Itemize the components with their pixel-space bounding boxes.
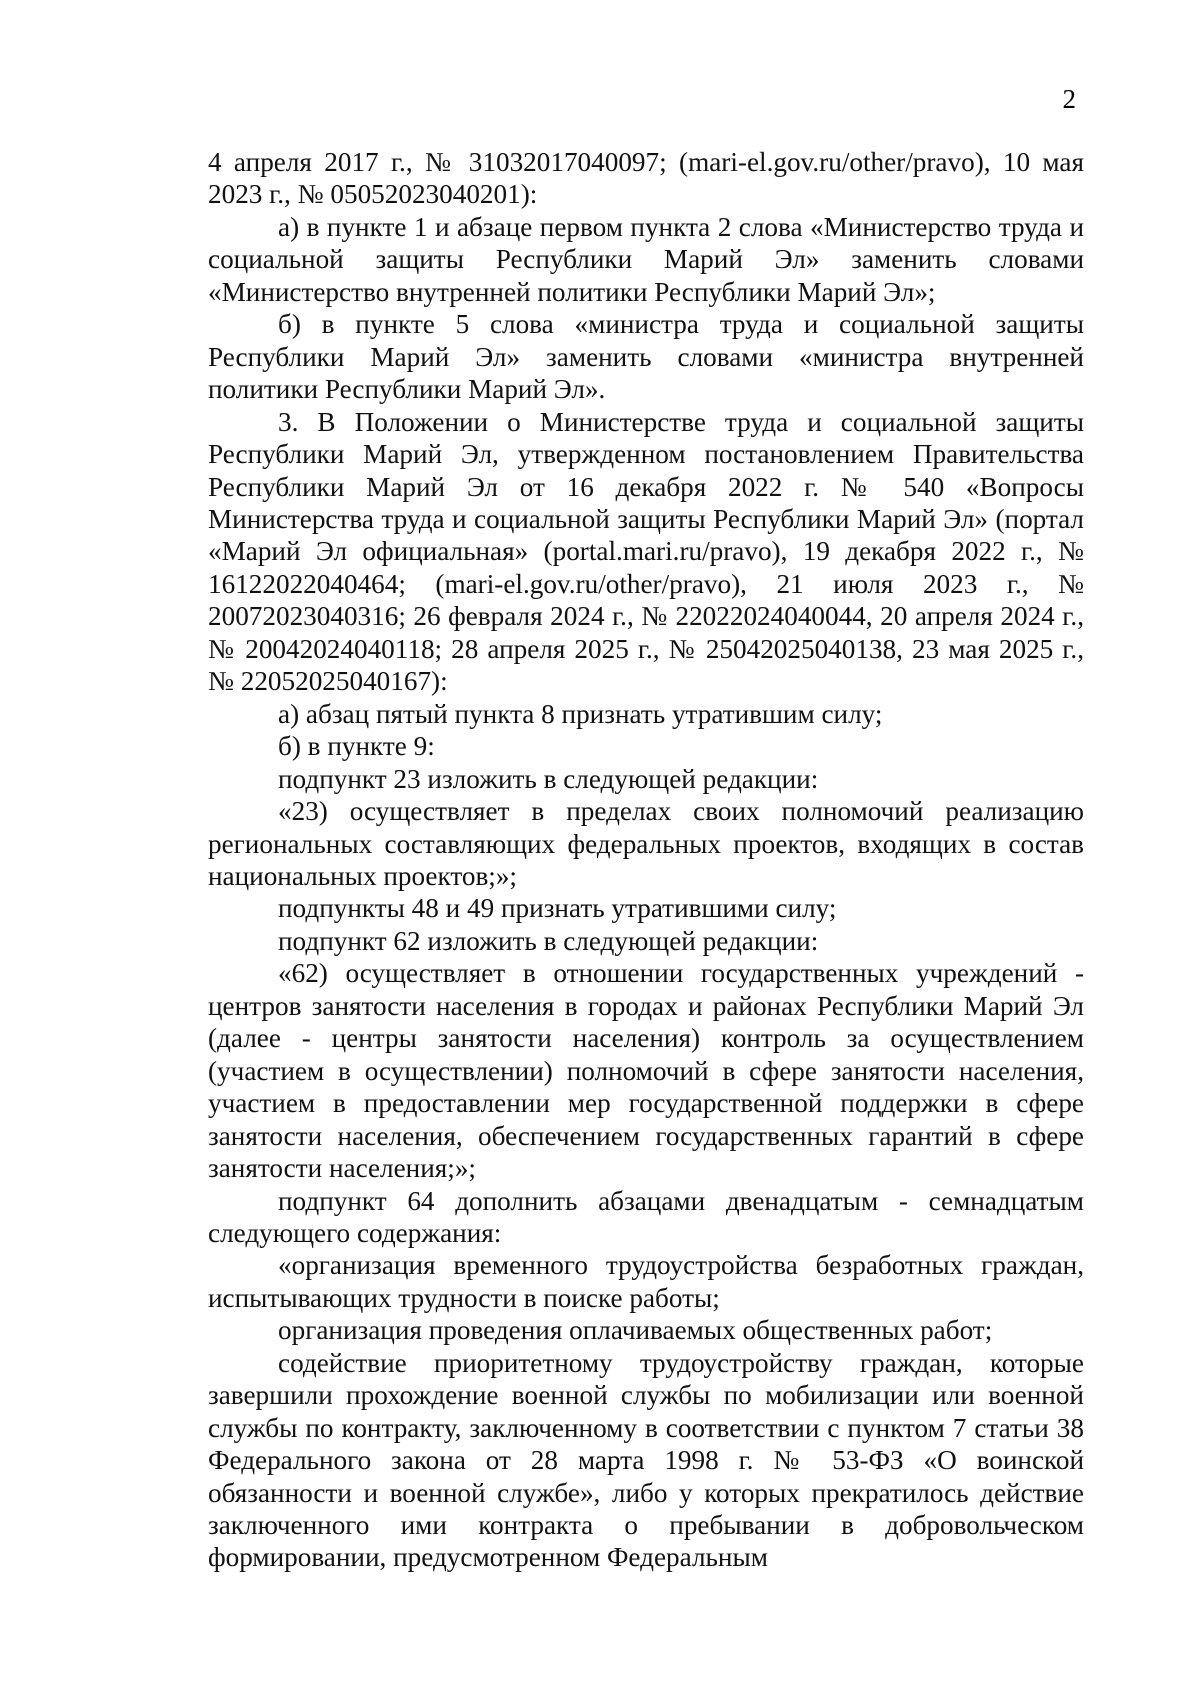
- paragraph-subpoint-64-intro: подпункт 64 дополнить абзацами двенадцатым - семнадцатым следующего содержания:: [208, 1185, 1084, 1248]
- paragraph-temporary-employment: «организация временного трудоустройства безработных граждан, испытывающих трудности в поиске работы;: [208, 1250, 1084, 1313]
- paragraph-subpoint-23-text: «23) осуществляет в пределах своих полномочий реализацию региональных составляющих федеральных проектов, входящих в состав национальных проектов;»;: [208, 796, 1084, 891]
- paragraph-item-b-minister: б) в пункте 5 слова «министра труда и социальной защиты Республики Марий Эл» заменить словами «министра внутренней политики Республики Марий Эл».: [208, 309, 1084, 405]
- paragraph-item-b-point-9: б) в пункте 9:: [278, 731, 435, 762]
- paragraph-subpoints-48-49: подпункты 48 и 49 признать утратившими силу;: [278, 893, 837, 924]
- paragraph-item-a-point-8: а) абзац пятый пункта 8 признать утратившим силу;: [278, 698, 883, 729]
- paragraph-subpoint-23-intro: подпункт 23 изложить в следующей редакции:: [278, 763, 819, 794]
- paragraph-priority-employment: содействие приоритетному трудоустройству граждан, которые завершили прохождение военной службы по мобилизации или военной службы по контракту, заключенному в соответствии с пунктом 7 статьи 38 Федерального закона от 28 марта 1998 г. № 53-ФЗ «О воинской обязанности и военной службе», либо у которых прекратилось действие заключенного ими контракта о пребывании в добровольческом формировании, предусмотренном Федеральным: [208, 1347, 1084, 1573]
- paragraph-continuation: 4 апреля 2017 г., № 31032017040097; (mari-el.gov.ru/other/pravo), 10 мая 2023 г., № 05052023040201):: [208, 147, 1084, 210]
- paragraph-public-works: организация проведения оплачиваемых общественных работ;: [278, 1315, 993, 1346]
- paragraph-section-3: 3. В Положении о Министерстве труда и социальной защиты Республики Марий Эл, утвержденном постановлением Правительства Республики Марий Эл от 16 декабря 2022 г. № 540 «Вопросы Министерства труда и социальной защиты Республики Марий Эл» (портал «Марий Эл официальная» (portal.mari.ru/pravo), 19 декабря 2022 г., № 16122022040464; (mari-el.gov.ru/other/pravo), 21 июля 2023 г., № 20072023040316; 26 февраля 2024 г., № 22022024040044, 20 апреля 2024 г., № 20042024040118; 28 апреля 2025 г., № 25042025040138, 23 мая 2025 г., № 22052025040167):: [208, 406, 1084, 697]
- paragraph-subpoint-62-intro: подпункт 62 изложить в следующей редакции:: [278, 925, 819, 956]
- page-number: 2: [1062, 84, 1076, 114]
- document-body: [208, 146, 1084, 1574]
- paragraph-subpoint-62-text: «62) осуществляет в отношении государственных учреждений - центров занятости населения в городах и районах Республики Марий Эл (далее - центры занятости населения) контроль за осуществлением (участием в осуществлении) полномочий в сфере занятости населения, участием в предоставлении мер государственной поддержки в сфере занятости населения, обеспечением государственных гарантий в сфере занятости населения;»;: [208, 958, 1084, 1184]
- paragraph-item-a-labor-ministry: а) в пункте 1 и абзаце первом пункта 2 слова «Министерство труда и социальной защиты Республики Марий Эл» заменить словами «Министерство внутренней политики Республики Марий Эл»;: [208, 211, 1084, 307]
